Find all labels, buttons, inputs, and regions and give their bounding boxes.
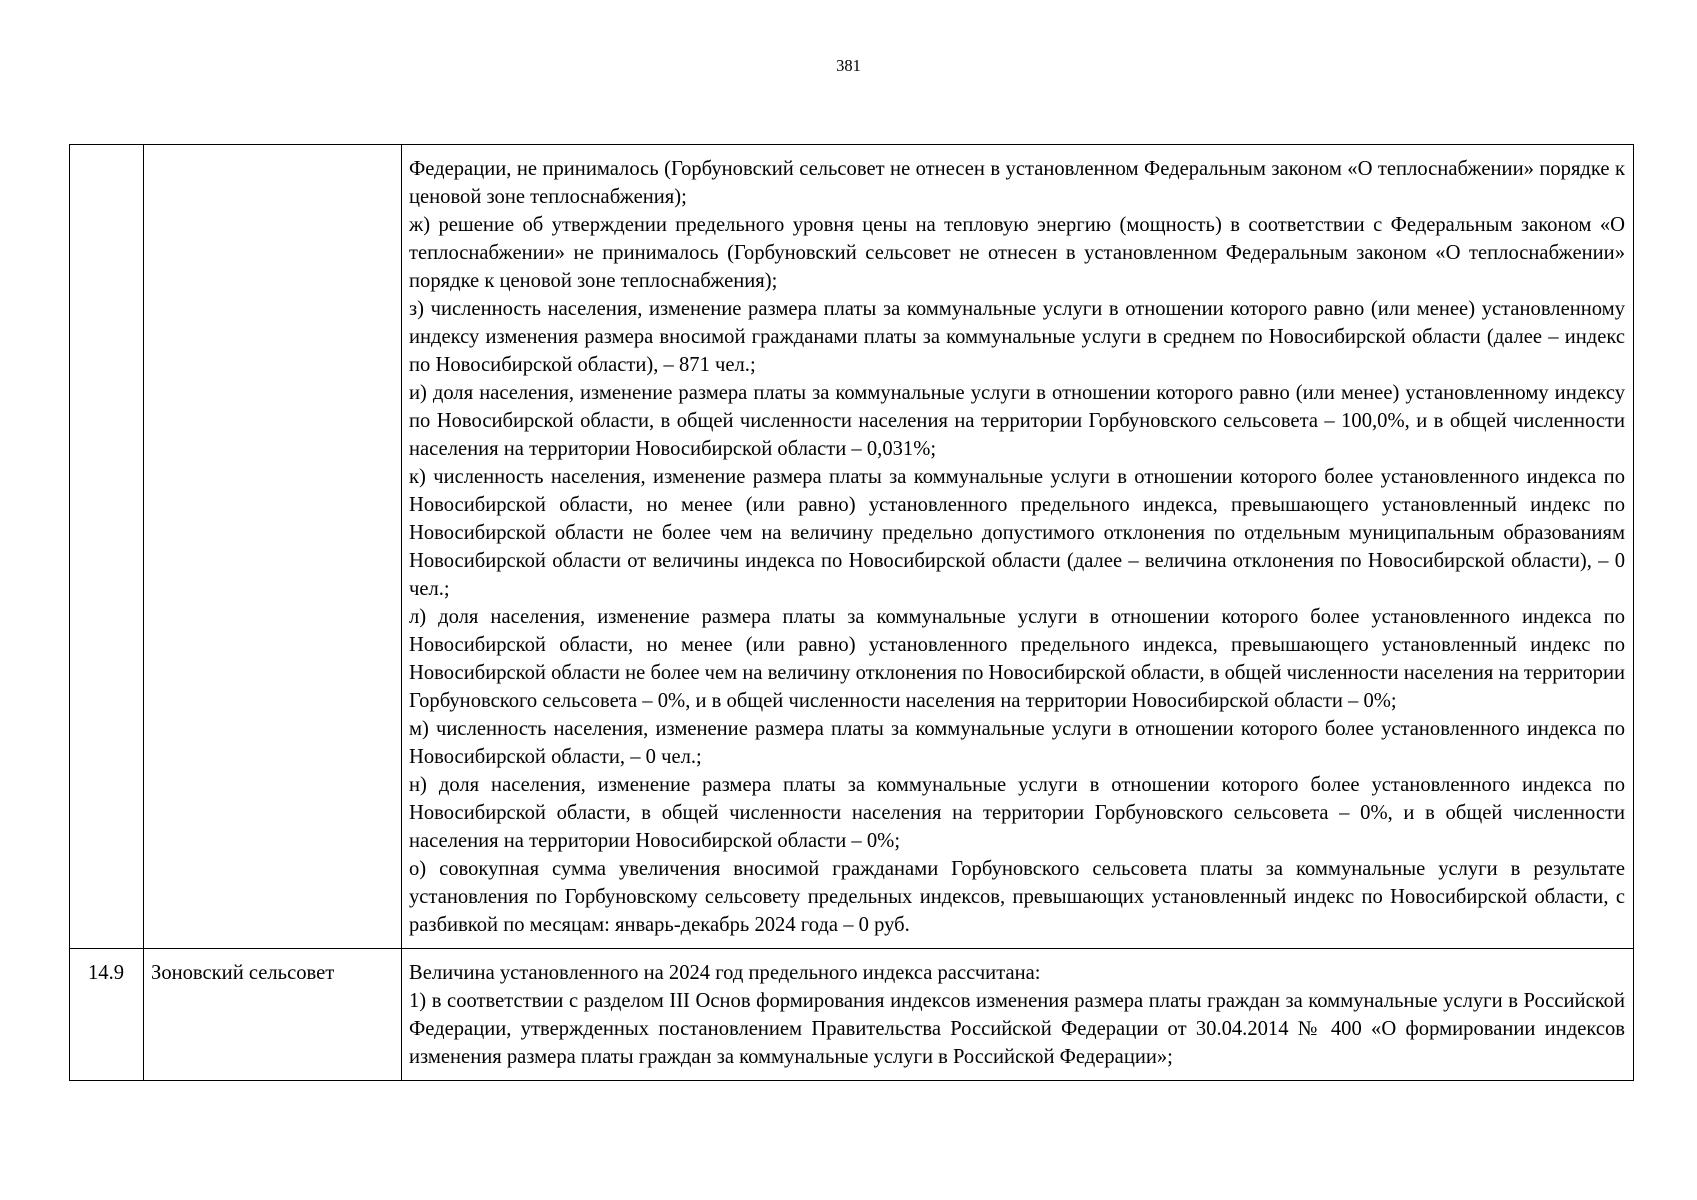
table-row <box>70 145 1634 949</box>
table-row <box>70 949 1634 1081</box>
paragraph-item-1: 1) в соответствии с разделом III Основ формирования индексов изменения размера платы граждан за коммунальные услуги в Российской Федерации, утвержденных постановлением Правительства Российской Федерации от 30.04.2014 № 400 «О формировании индексов изменения размера платы граждан за коммунальные услуги в Российской Федерации»; <box>409 990 1625 1068</box>
paragraph-intro: Величина установленного на 2024 год предельного индекса рассчитана: <box>409 962 1041 984</box>
paragraph-item-o: о) совокупная сумма увеличения вносимой гражданами Горбуновского сельсовета платы за коммунальные услуги в результате установления по Горбуновскому сельсовету предельных индексов, превышающих установленный индекс по Новосибирской области, с разбивкой по месяцам: январь-декабрь 2024 года – 0 руб. <box>409 858 1625 936</box>
paragraph-item-l: л) доля населения, изменение размера платы за коммунальные услуги в отношении которого более установленного индекса по Новосибирской области, но менее (или равно) установленного предельного индекса, превышающего установленный индекс по Новосибирской области не более чем на величину отклонения по Новосибирской области, в общей численности населения на территории Горбуновского сельсовета – 0%, и в общей численности населения на территории Новосибирской области – 0%; <box>409 606 1625 712</box>
municipality-table <box>69 144 1634 1081</box>
page-number: 381 <box>836 56 861 75</box>
paragraph-item-k: к) численность населения, изменение размера платы за коммунальные услуги в отношении которого более установленного индекса по Новосибирской области, но менее (или равно) установленного предельного индекса, превышающего установленный индекс по Новосибирской области не более чем на величину предельно допустимого отклонения по отдельным муниципальным образованиям Новосибирской области от величины индекса по Новосибирской области (далее – величина отклонения по Новосибирской области), – 0 чел.; <box>409 466 1625 600</box>
paragraph-continuation: Федерации, не принималось (Горбуновский сельсовет не отнесен в установленном Федеральным законом «О теплоснабжении» порядке к ценовой зоне теплоснабжения); <box>409 158 1625 208</box>
paragraph-item-zh: ж) решение об утверждении предельного уровня цены на тепловую энергию (мощность) в соответствии с Федеральным законом «О теплоснабжении» не принималось (Горбуновский сельсовет не отнесен в установленном Федеральным законом «О теплоснабжении» порядке к ценовой зоне теплоснабжения); <box>409 214 1625 292</box>
paragraph-item-i: и) доля населения, изменение размера платы за коммунальные услуги в отношении которого равно (или менее) установленному индексу по Новосибирской области, в общей численности населения на территории Горбуновского сельсовета – 100,0%, и в общей численности населения на территории Новосибирской области – 0,031%; <box>409 382 1625 460</box>
description-cell <box>402 949 1634 1081</box>
paragraph-item-n: н) доля населения, изменение размера платы за коммунальные услуги в отношении которого более установленного индекса по Новосибирской области, в общей численности населения на территории Горбуновского сельсовета – 0%, и в общей численности населения на территории Новосибирской области – 0%; <box>409 774 1625 852</box>
description-cell <box>402 145 1634 949</box>
paragraph-item-z: з) численность населения, изменение размера платы за коммунальные услуги в отношении которого равно (или менее) установленному индексу изменения размера вносимой гражданами платы за коммунальные услуги в среднем по Новосибирской области (далее – индекс по Новосибирской области), – 871 чел.; <box>409 298 1625 376</box>
row-number-cell <box>70 145 144 949</box>
municipality-name-cell: Зоновский сельсовет <box>144 949 402 1081</box>
municipality-name-cell <box>144 145 402 949</box>
paragraph-item-m: м) численность населения, изменение размера платы за коммунальные услуги в отношении которого более установленного индекса по Новосибирской области, – 0 чел.; <box>409 718 1625 768</box>
row-number-cell: 14.9 <box>70 949 144 1081</box>
